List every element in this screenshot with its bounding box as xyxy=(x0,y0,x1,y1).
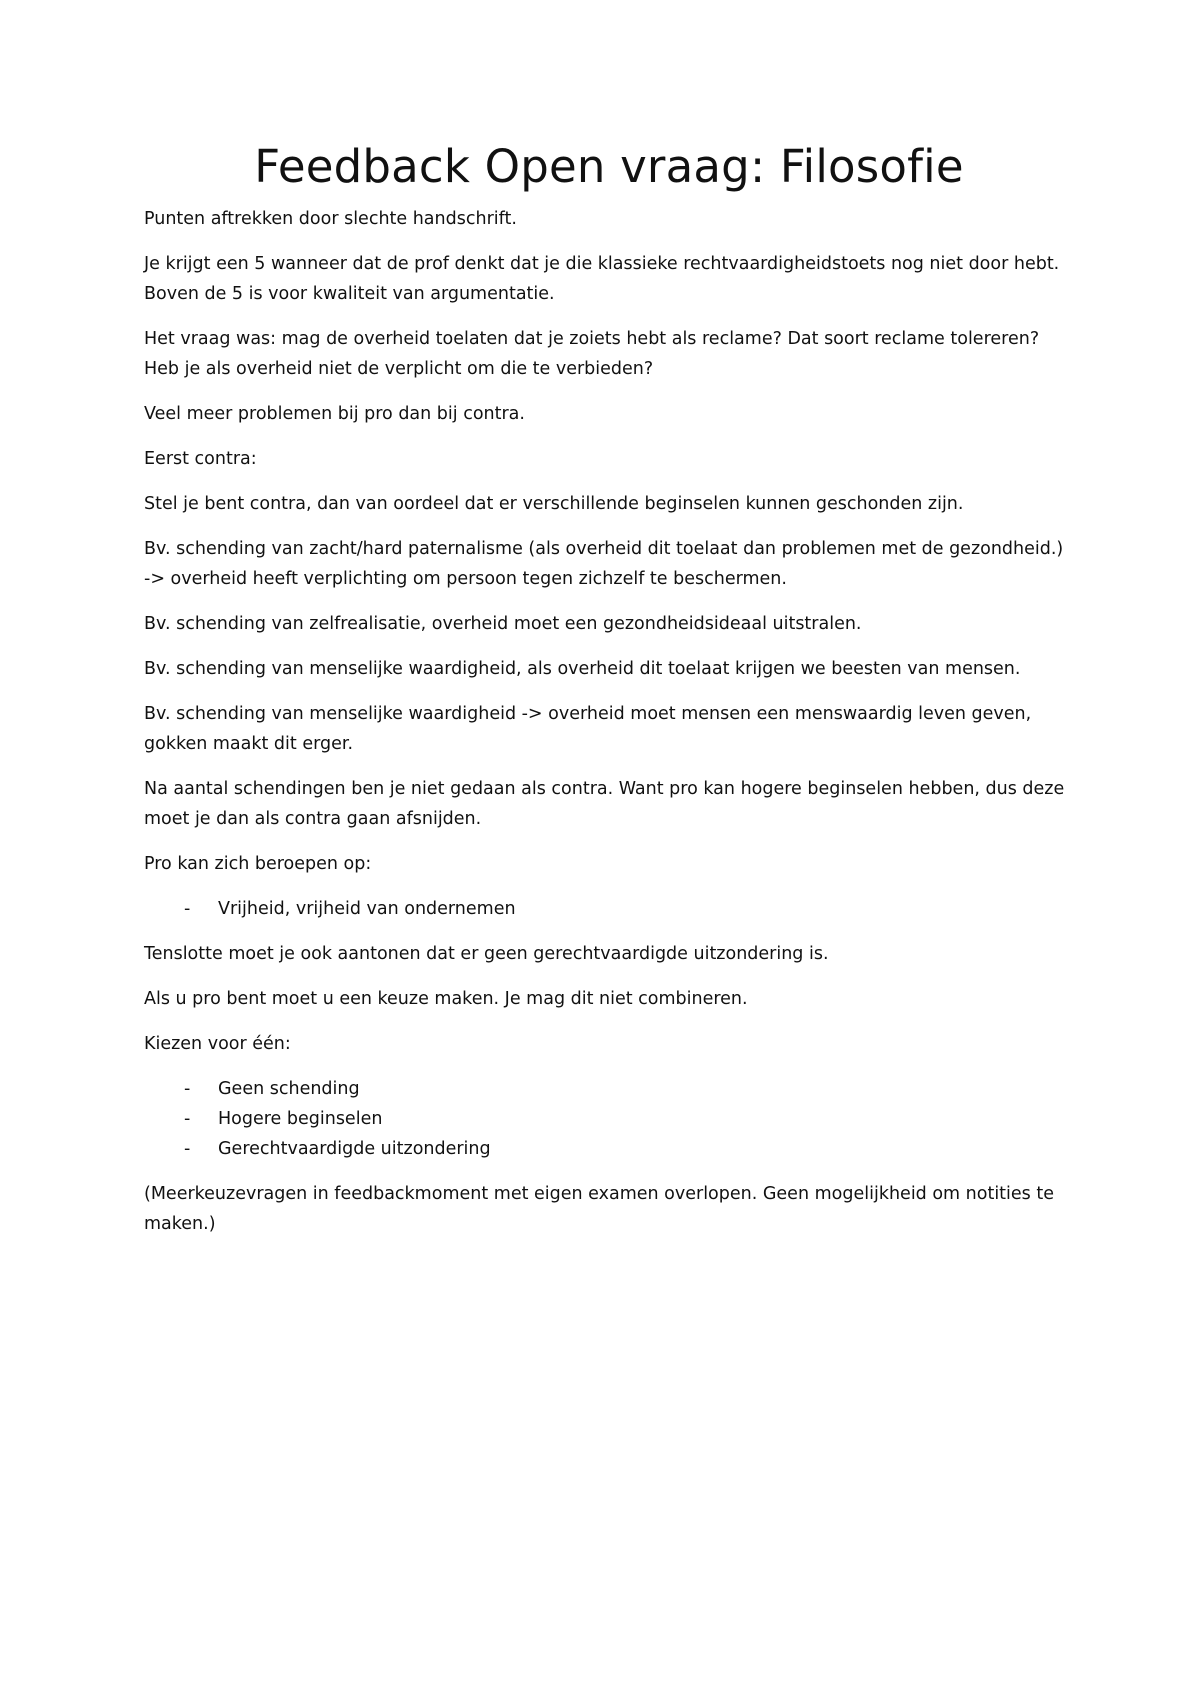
paragraph: Veel meer problemen bij pro dan bij contra. xyxy=(144,404,525,424)
dash-bullet: - xyxy=(184,1109,191,1129)
paragraph: Tenslotte moet je ook aantonen dat er geen gerechtvaardigde uitzondering is. xyxy=(144,944,829,964)
bullet-list-pro xyxy=(144,894,1074,924)
document-body xyxy=(144,138,1074,1254)
paragraph: Pro kan zich beroepen op: xyxy=(144,854,372,874)
dash-bullet: - xyxy=(184,899,191,919)
paragraph: Na aantal schendingen ben je niet gedaan als contra. Want pro kan hogere beginselen hebben, dus deze moet je dan als contra gaan afsnijden. xyxy=(144,779,1065,829)
list-item-text: Vrijheid, vrijheid van ondernemen xyxy=(218,899,516,919)
paragraph: Het vraag was: mag de overheid toelaten dat je zoiets hebt als reclame? Dat soort reclame tolereren? Heb je als overheid niet de verplicht om die te verbieden? xyxy=(144,329,1040,379)
list-item xyxy=(144,1104,1074,1134)
paragraph: Eerst contra: xyxy=(144,449,257,469)
paragraph: Bv. schending van zelfrealisatie, overheid moet een gezondheidsideaal uitstralen. xyxy=(144,614,862,634)
list-item-text: Gerechtvaardigde uitzondering xyxy=(218,1139,491,1159)
list-item xyxy=(144,1074,1074,1104)
list-item xyxy=(144,1134,1074,1164)
paragraph: (Meerkeuzevragen in feedbackmoment met eigen examen overlopen. Geen mogelijkheid om notities te maken.) xyxy=(144,1184,1054,1234)
paragraph: Je krijgt een 5 wanneer dat de prof denkt dat je die klassieke rechtvaardigheidstoets nog niet door hebt. Boven de 5 is voor kwaliteit van argumentatie. xyxy=(144,254,1060,304)
dash-bullet: - xyxy=(184,1079,191,1099)
paragraph: Bv. schending van menselijke waardigheid -> overheid moet mensen een menswaardig leven geven, gokken maakt dit erger. xyxy=(144,704,1032,754)
list-item-text: Geen schending xyxy=(218,1079,360,1099)
paragraph: Kiezen voor één: xyxy=(144,1034,291,1054)
list-item-text: Hogere beginselen xyxy=(218,1109,383,1129)
paragraph: Bv. schending van zacht/hard paternalisme (als overheid dit toelaat dan problemen met de gezondheid.) -> overheid heeft verplichting om persoon tegen zichzelf te beschermen. xyxy=(144,539,1064,589)
dash-bullet: - xyxy=(184,1139,191,1159)
document-title: Feedback Open vraag: Filosofie xyxy=(254,140,964,193)
bullet-list-choices xyxy=(144,1074,1074,1164)
paragraph: Bv. schending van menselijke waardigheid, als overheid dit toelaat krijgen we beesten van mensen. xyxy=(144,659,1021,679)
paragraph: Stel je bent contra, dan van oordeel dat er verschillende beginselen kunnen geschonden zijn. xyxy=(144,494,964,514)
paragraph: Punten aftrekken door slechte handschrift. xyxy=(144,209,517,229)
paragraph: Als u pro bent moet u een keuze maken. Je mag dit niet combineren. xyxy=(144,989,748,1009)
list-item xyxy=(144,894,1074,924)
